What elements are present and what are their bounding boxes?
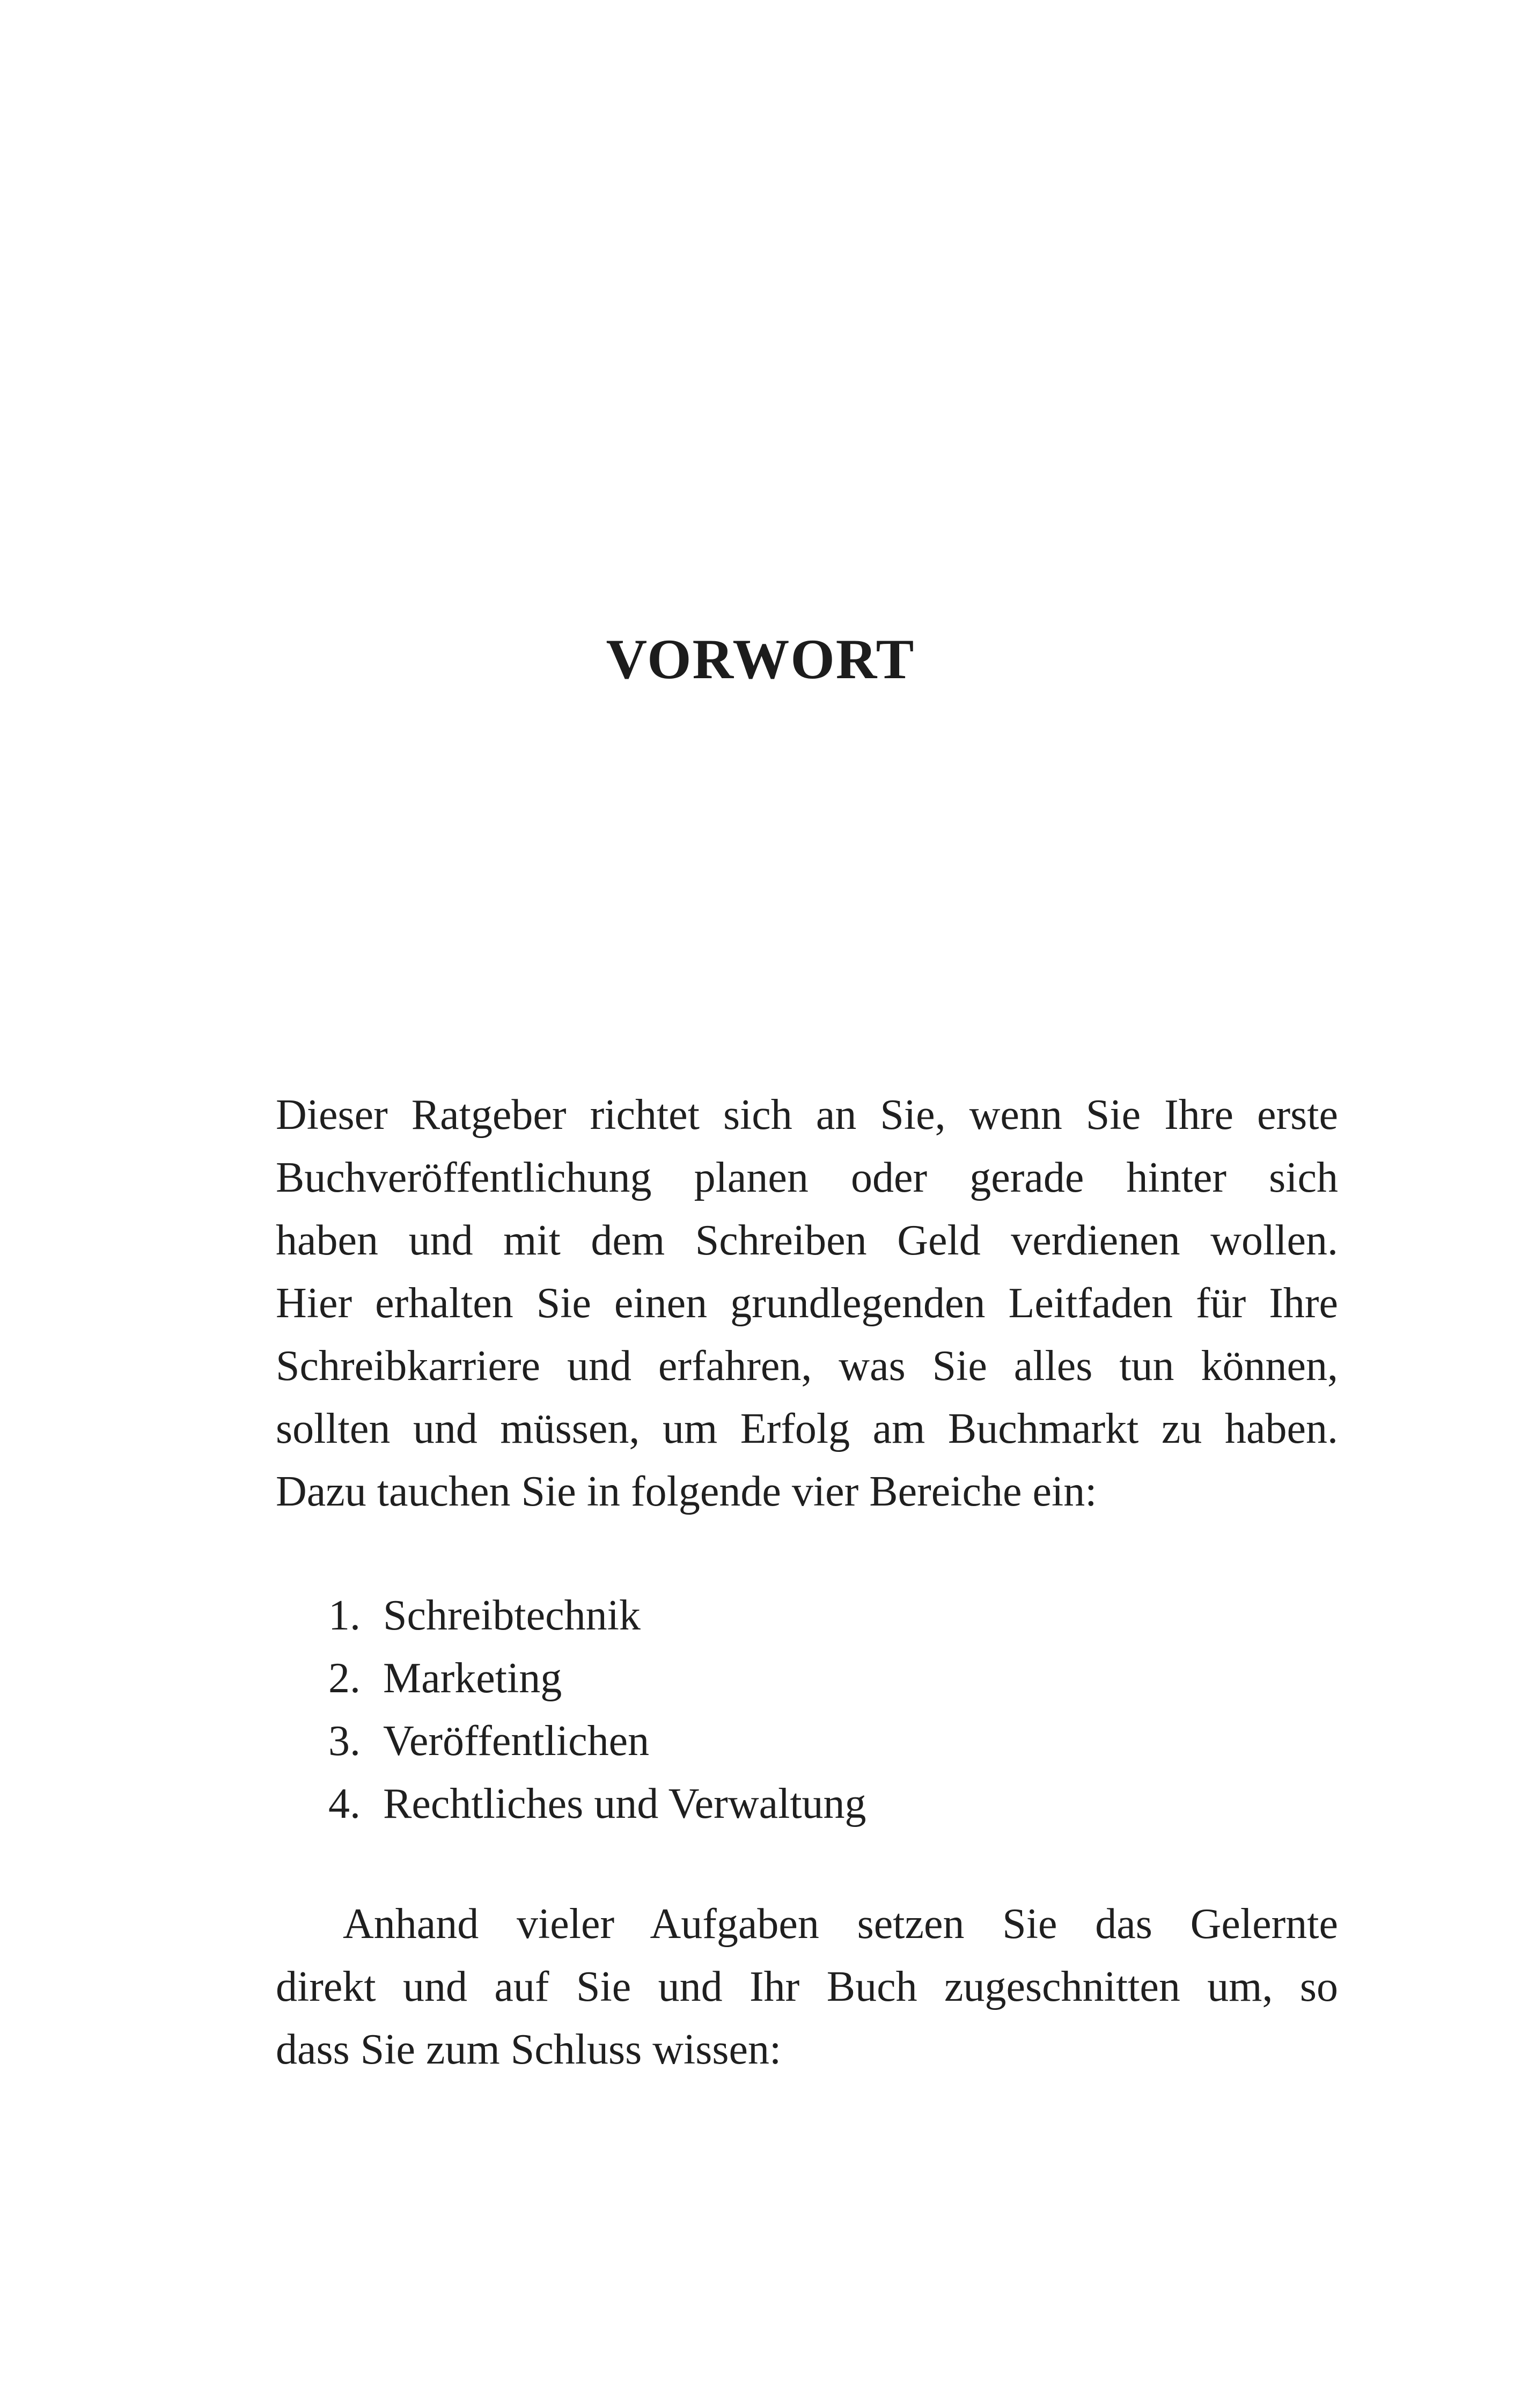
paragraph-line: Dazu tauchen Sie in folgende vier Bereiche ein:: [276, 1468, 1097, 1515]
list-item: [276, 1773, 1338, 1836]
paragraph-line: Anhand vieler Aufgaben setzen Sie das Gelernte: [343, 1900, 1338, 1948]
list-item: [276, 1710, 1338, 1773]
paragraph-line: direkt und auf Sie und Ihr Buch zugeschnitten um, so: [276, 1963, 1338, 2010]
paragraph-line: Hier erhalten Sie einen grundlegenden Leitfaden für Ihre: [276, 1280, 1338, 1327]
list-text: Schreibtechnik: [383, 1592, 641, 1639]
list-number: 1.: [328, 1592, 361, 1639]
paragraph-line: haben und mit dem Schreiben Geld verdienen wollen.: [276, 1217, 1338, 1264]
paragraph-line: sollten und müssen, um Erfolg am Buchmarkt zu haben.: [276, 1405, 1338, 1452]
topic-list: [276, 1584, 1338, 1836]
list-item: [276, 1584, 1338, 1647]
list-text: Veröffentlichen: [383, 1717, 650, 1765]
paragraph-line: Dieser Ratgeber richtet sich an Sie, wenn Sie Ihre erste: [276, 1091, 1338, 1139]
list-number: 4.: [328, 1780, 361, 1827]
paragraph-line: Schreibkarriere und erfahren, was Sie alles tun können,: [276, 1342, 1338, 1390]
list-number: 2.: [328, 1655, 361, 1702]
list-item: [276, 1647, 1338, 1710]
closing-paragraph: [276, 1893, 1338, 2081]
chapter-title: VORWORT: [606, 628, 915, 691]
paragraph-line: Buchveröffentlichung planen oder gerade hinter sich: [276, 1154, 1338, 1201]
list-text: Rechtliches und Verwaltung: [383, 1780, 866, 1827]
paragraph-line: dass Sie zum Schluss wissen:: [276, 2026, 782, 2073]
intro-paragraph: [276, 1084, 1338, 1523]
list-text: Marketing: [383, 1655, 562, 1702]
list-number: 3.: [328, 1717, 361, 1765]
